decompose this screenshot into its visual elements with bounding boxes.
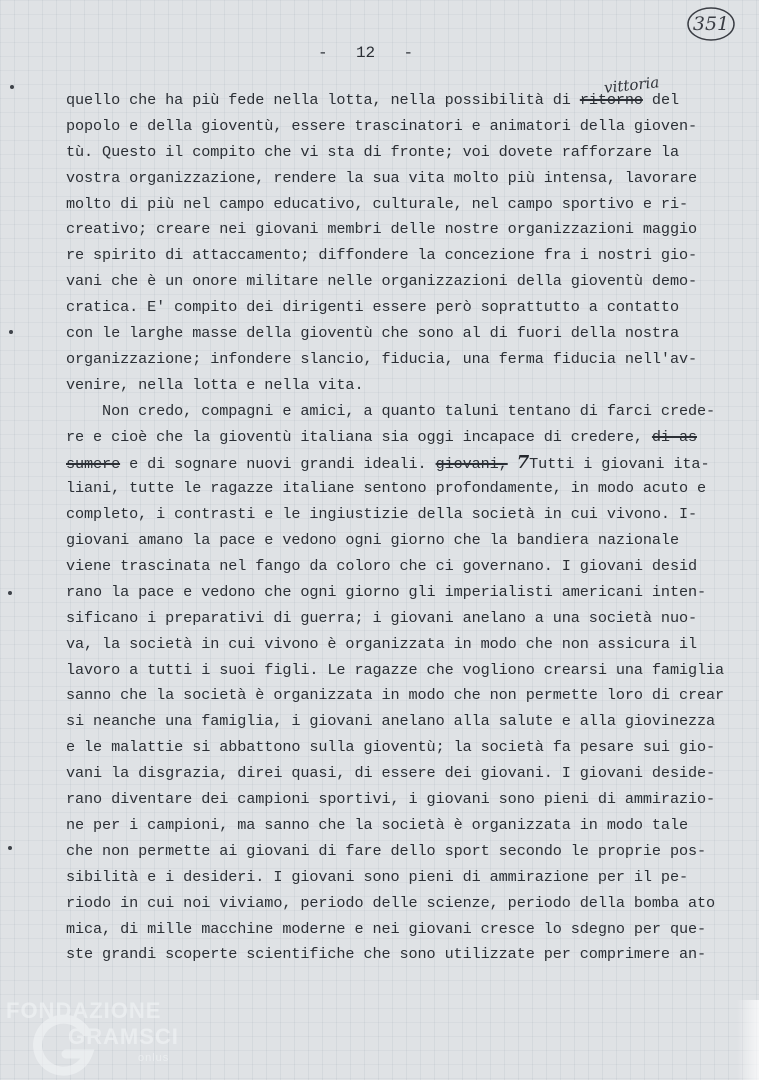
text-segment: liani, tutte le ragazze italiane sentono profondamente, in modo acuto e — [66, 479, 706, 498]
text-line — [66, 217, 724, 243]
text-segment: sibilità e i desideri. I giovani sono pieni di ammirazione per il pe- — [66, 867, 688, 886]
struck-text: di as — [651, 427, 697, 446]
text-segment: del — [642, 91, 679, 109]
text-segment: re spirito di attaccamento; diffondere la concezione fra i nostri gio- — [66, 246, 697, 265]
struck-text: giovani, — [435, 455, 508, 474]
watermark-logo — [6, 994, 216, 1080]
text-segment: re e cioè che la gioventù italiana sia oggi incapace di credere, — [66, 427, 652, 446]
text-segment: creativo; creare nei giovani membri delle nostre organizzazioni maggio — [66, 220, 697, 239]
text-segment: quello che ha più fede nella lotta, nella possibilità di — [66, 91, 580, 109]
text-segment: viene trascinata nel fango da coloro che ci governano. I giovani desid — [66, 557, 697, 576]
text-line — [66, 735, 724, 761]
text-segment: tù. Questo il compito che vi sta di fronte; voi dovete rafforzare la — [66, 142, 679, 161]
text-segment: sificano i preparativi di guerra; i giovani anelano a una società nuo- — [66, 608, 697, 627]
text-line — [66, 476, 724, 502]
text-line — [66, 942, 724, 968]
text-line — [66, 88, 724, 114]
text-segment: lavoro a tutti i suoi figli. Le ragazze che vogliono crearsi una famiglia — [66, 660, 725, 679]
text-segment: riodo in cui noi viviamo, periodo delle scienze, periodo della bomba ato — [66, 893, 716, 912]
text-line — [66, 606, 724, 632]
text-line — [66, 839, 724, 865]
page-number: - 12 - — [318, 44, 414, 62]
text-line — [66, 450, 724, 476]
punch-hole-mark — [10, 85, 14, 89]
text-segment: cratica. E' compito dei dirigenti essere però soprattutto a contatto — [66, 298, 679, 317]
text-segment: con le larghe masse della gioventù che sono al di fuori della nostra — [66, 324, 679, 343]
text-line — [66, 140, 724, 166]
watermark-line-1: FONDAZIONE — [6, 998, 162, 1023]
text-segment: va, la società in cui vivono è organizzata in modo che non assicura il — [66, 634, 697, 653]
text-segment: mica, di mille macchine moderne e nei giovani cresce lo sdegno per que- — [66, 919, 706, 938]
text-segment: popolo e della gioventù, essere trascinatori e animatori della gioven- — [66, 116, 697, 135]
archive-number-text: 351 — [692, 13, 730, 35]
typed-body-text — [66, 88, 724, 968]
text-segment: Non credo, compagni e amici, a quanto taluni tentano di farci crede- — [66, 401, 716, 420]
text-line — [66, 166, 724, 192]
text-segment: ste grandi scoperte scientifiche che sono utilizzate per comprimere an- — [66, 945, 706, 964]
text-line — [66, 683, 724, 709]
punch-hole-mark — [9, 330, 13, 334]
text-line — [66, 632, 724, 658]
text-segment: Tutti i giovani ita- — [529, 455, 710, 474]
text-line — [66, 580, 724, 606]
text-segment: organizzazione; infondere slancio, fiducia, una ferma fiducia nell'av- — [66, 349, 697, 368]
scan-edge — [737, 1000, 759, 1080]
text-segment: si neanche una famiglia, i giovani anelano alla salute e alla giovinezza — [66, 712, 716, 731]
text-segment: molto di più nel campo educativo, culturale, nel campo sportivo e ri- — [66, 194, 688, 213]
text-line — [66, 658, 724, 684]
text-line — [66, 243, 724, 269]
punch-hole-mark — [8, 591, 12, 595]
text-segment: vani che è un onore militare nelle organizzazioni della gioventù demo- — [66, 272, 697, 291]
text-line — [66, 787, 724, 813]
text-segment: ne per i campioni, ma sanno che la società è organizzata in modo tale — [66, 815, 688, 834]
text-segment: giovani amano la pace e vedono ogni giorno che la bandiera nazionale — [66, 531, 679, 550]
punch-hole-mark — [8, 846, 12, 850]
text-segment: completo, i contrasti e le ingiustizie della società in cui vivono. I- — [66, 505, 697, 524]
text-line — [66, 528, 724, 554]
text-segment: vani la disgrazia, direi quasi, di essere dei giovani. I giovani deside- — [66, 764, 716, 783]
text-segment: venire, nella lotta e nella vita. — [66, 375, 364, 394]
text-line — [66, 709, 724, 735]
struck-text: sumere — [66, 455, 121, 474]
handwritten-correction: vittoria — [603, 73, 661, 97]
watermark-line-2: GRAMSCI — [68, 1024, 179, 1049]
text-segment: e le malattie si abbattono sulla gioventù; la società fa pesare sui gio- — [66, 738, 716, 757]
text-segment — [508, 455, 517, 473]
text-line — [66, 502, 724, 528]
text-line — [66, 373, 724, 399]
text-line — [66, 865, 724, 891]
text-line — [66, 813, 724, 839]
watermark-line-3: onlus — [138, 1052, 170, 1064]
struck-text: ritorno — [579, 91, 643, 109]
text-segment: vostra organizzazione, rendere la sua vita molto più intensa, lavorare — [66, 168, 697, 187]
text-line — [66, 761, 724, 787]
text-segment: e di sognare nuovi grandi ideali. — [120, 455, 436, 474]
text-line — [66, 554, 724, 580]
text-line — [66, 192, 724, 218]
text-segment: rano la pace e vedono che ogni giorno gli imperialisti americani inten- — [66, 582, 706, 601]
handwritten-seven: 7 — [516, 452, 530, 474]
text-line — [66, 891, 724, 917]
text-line — [66, 321, 724, 347]
text-line — [66, 399, 724, 425]
text-line — [66, 425, 724, 451]
text-segment: sanno che la società è organizzata in modo che non permette loro di crear — [66, 686, 725, 705]
text-line — [66, 347, 724, 373]
text-line — [66, 269, 724, 295]
text-line — [66, 295, 724, 321]
text-line — [66, 114, 724, 140]
text-segment: rano diventare dei campioni sportivi, i giovani sono pieni di ammirazio- — [66, 790, 716, 809]
text-segment: che non permette ai giovani di fare dello sport secondo le proprie pos- — [66, 841, 706, 860]
text-line — [66, 917, 724, 943]
archive-page-number — [686, 6, 736, 42]
